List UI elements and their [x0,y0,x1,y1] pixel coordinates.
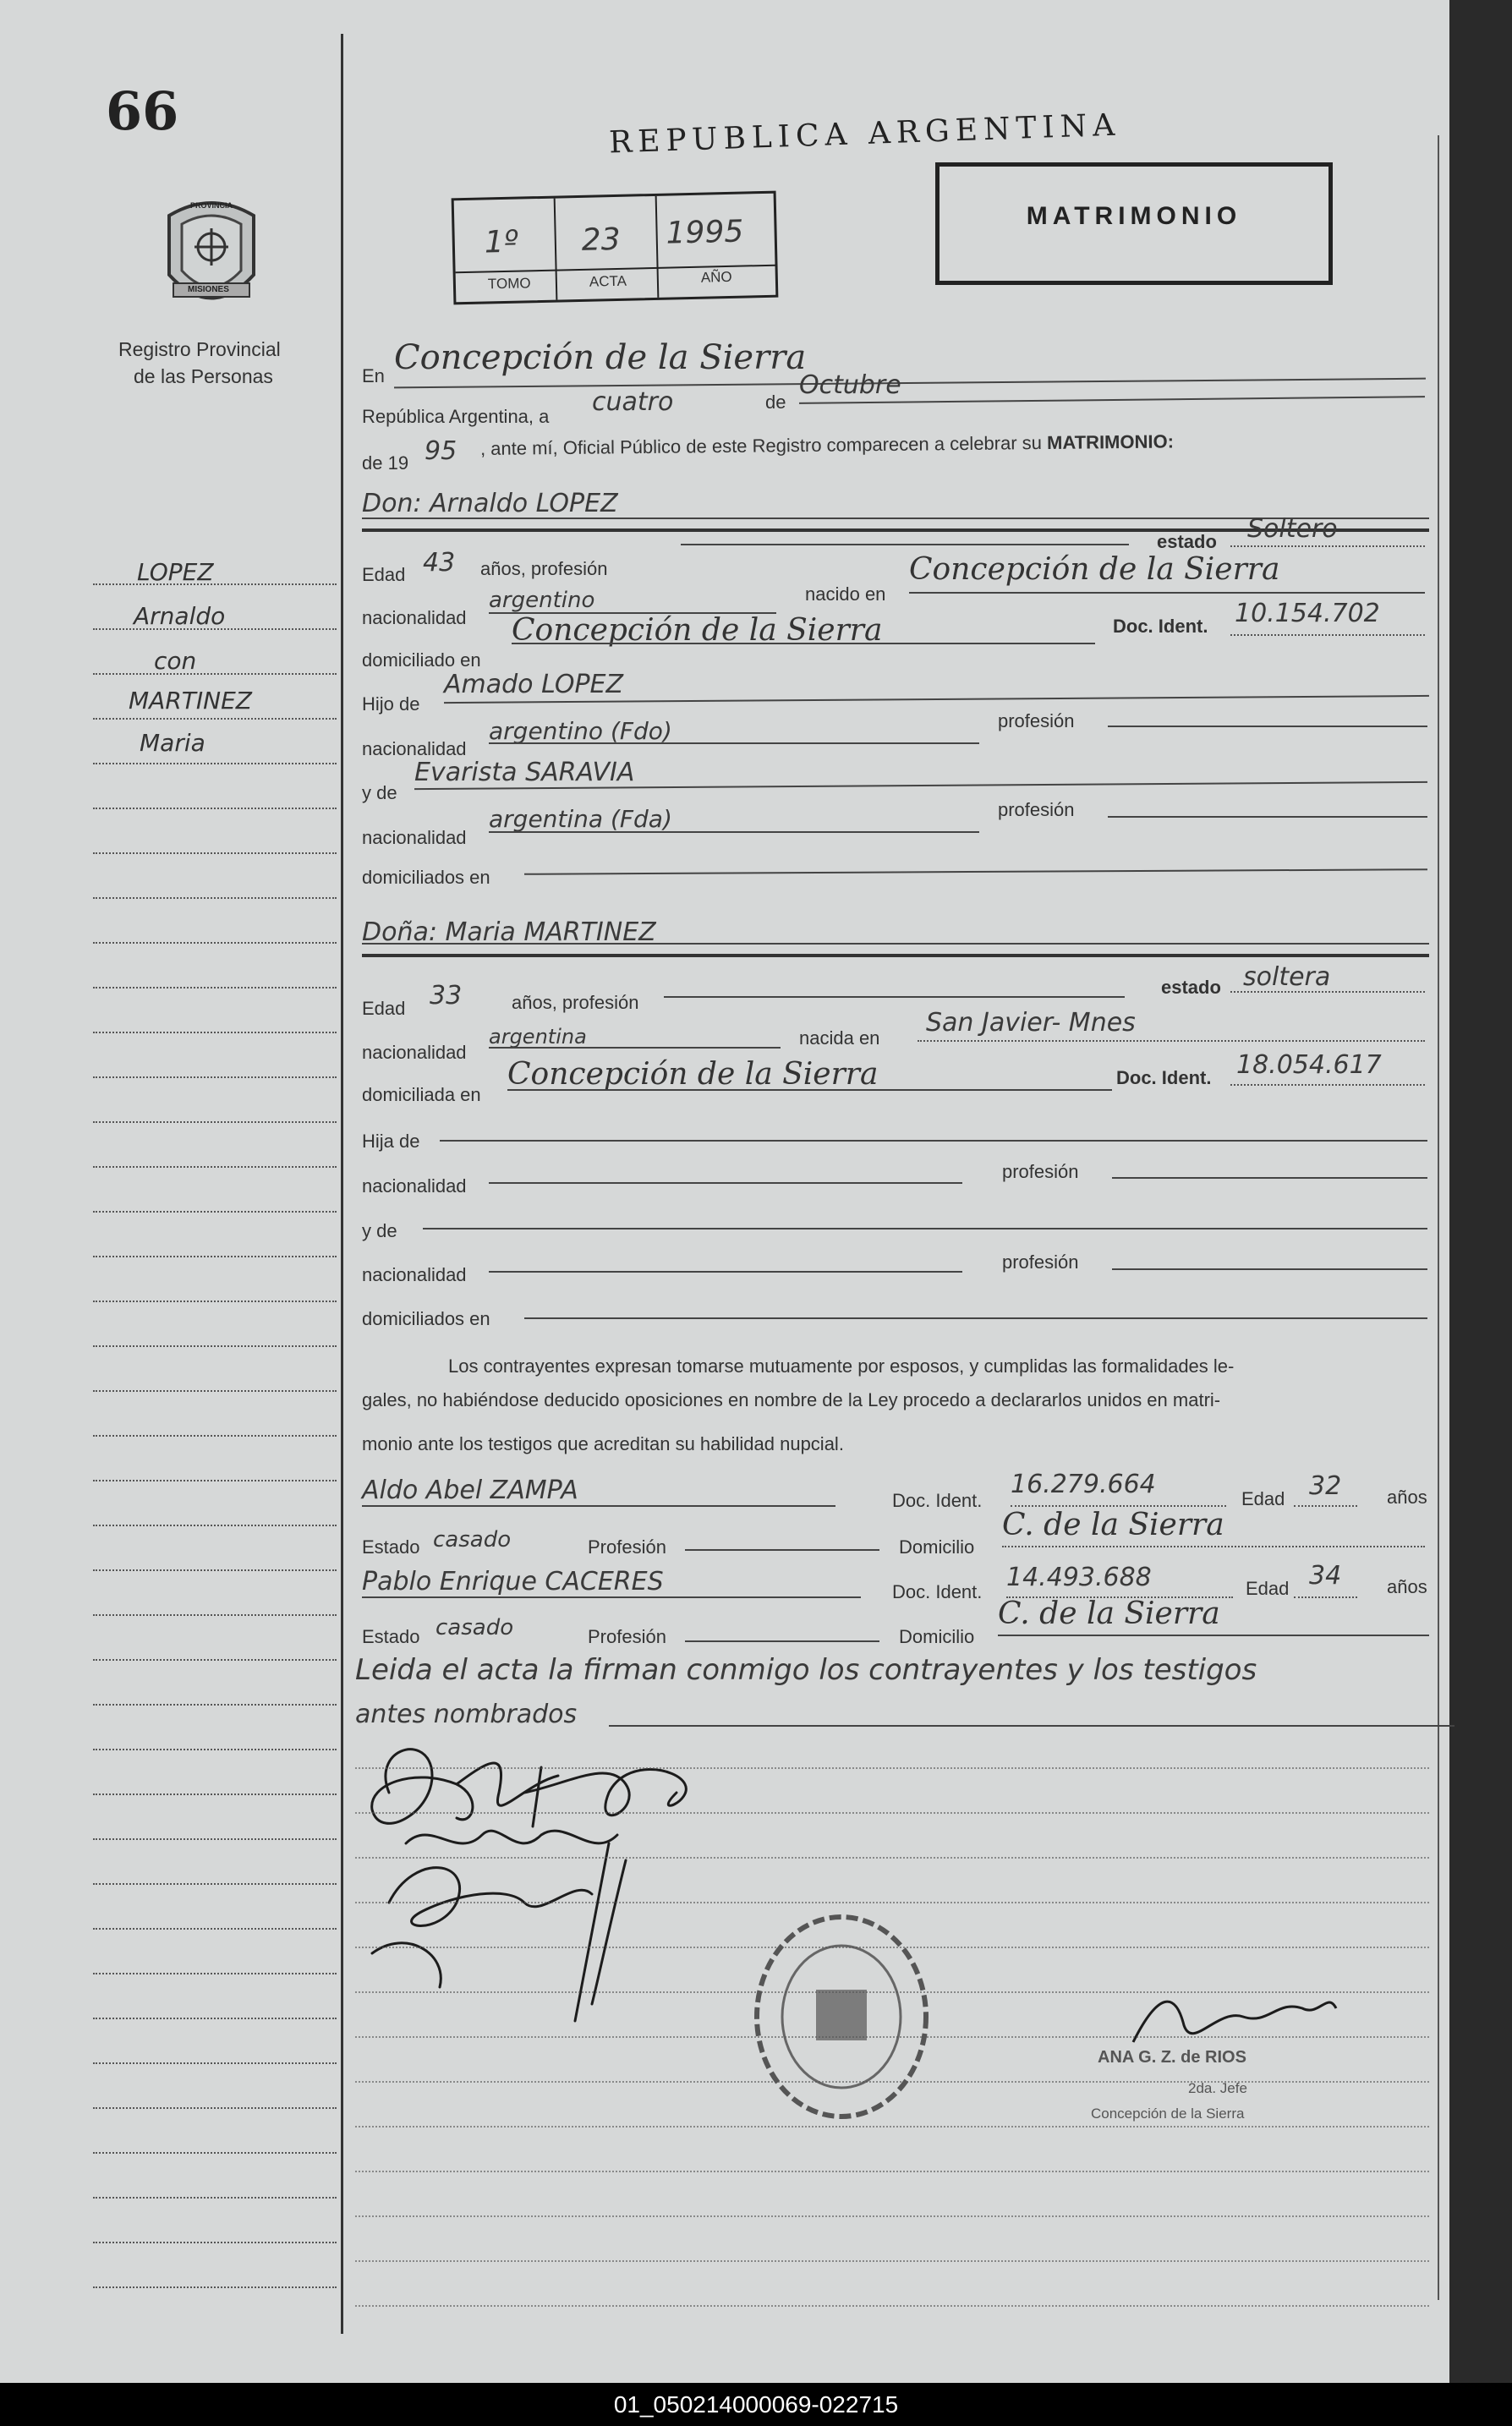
intro-place: Concepción de la Sierra [394,338,807,377]
margin-rule [93,942,337,944]
margin-rule [93,1928,337,1930]
bride-name: Doña: Maria MARTINEZ [362,917,656,947]
margin-rule [93,2286,337,2288]
bride-domiciliados-label: domiciliados en [362,1308,490,1329]
certificate-type-box [935,162,1333,285]
country-title: REPUBLICA ARGENTINA [608,107,1121,161]
groom-nacionalidad: argentino [489,588,595,613]
ano-value: 1995 [666,214,744,251]
official-stamp-line2: 2da. Jefe [1188,2080,1247,2096]
groom-father-nac-label: nacionalidad [362,738,467,759]
margin-rule [93,763,337,764]
witness1-domicilio: C. de la Sierra [1002,1508,1224,1542]
margin-rule [93,1121,337,1123]
record-box [452,191,779,305]
witness2-edad: 34 [1309,1561,1342,1591]
ano-label: AÑO [700,268,732,286]
bride-yde-label: y de [362,1220,397,1241]
witness2-estado: casado [436,1615,514,1640]
lower-rule [355,1991,1429,1993]
margin-rule [93,1032,337,1033]
declaration-line1: Los contrayentes expresan tomarse mutuamente por esposos, y cumplidas las formalidades le- [448,1355,1235,1377]
bride-estado: soltera [1243,962,1331,992]
groom-estado: Soltero [1247,514,1338,544]
witness1-anos-label: años [1387,1487,1427,1508]
closing-line1: Leida el acta la firman conmigo los contrayentes y los testigos [355,1653,1257,1687]
witness1-prof-label: Profesión [588,1536,666,1558]
year-suffix: 95 [425,436,457,466]
lower-rule [355,2215,1429,2217]
bride-estado-label: estado [1161,977,1221,998]
groom-anos-prof-label: años, profesión [480,558,608,579]
republic-label: República Argentina, a [362,406,550,427]
hija-label: Hija de [362,1131,420,1152]
groom-domiciliados-label: domiciliados en [362,867,490,888]
lower-rule [355,2171,1429,2172]
page-right-rule [1438,135,1439,2300]
margin-rule [93,1749,337,1750]
margin-rule [93,1256,337,1257]
bride-domicilio: Concepción de la Sierra [507,1057,879,1092]
registry-name-line2: de las Personas [134,365,273,387]
provincial-seal-icon [156,194,266,321]
witness2-doc-label: Doc. Ident. [892,1581,983,1602]
witness2-domicilio: C. de la Sierra [998,1596,1220,1631]
margin-rule [93,1211,337,1213]
margin-rule [93,2152,337,2154]
groom-father-prof-label: profesión [998,710,1075,731]
groom-doc-label: Doc. Ident. [1113,616,1208,637]
groom-domicilio: Concepción de la Sierra [512,613,883,648]
intro-day: cuatro [592,387,674,417]
seal-text-top: PROVINCIA [190,201,233,210]
witness2-prof-label: Profesión [588,1626,666,1647]
margin-rule [93,2018,337,2019]
witness1-name: Aldo Abel ZAMPA [362,1476,578,1505]
declaration-line3: monio ante los testigos que acreditan su habilidad nupcial. [362,1433,844,1454]
margin-rule [93,628,337,630]
official-stamp-line3: Concepción de la Sierra [1091,2106,1245,2122]
lower-rule [355,2260,1429,2262]
en-label: En [362,365,385,386]
groom-mother-prof-label: profesión [998,799,1075,820]
margin-rule [93,1435,337,1437]
margin-note-line3: con [154,647,197,675]
witness2-anos-label: años [1387,1576,1427,1597]
margin-rule [93,1390,337,1392]
lower-rule [355,1902,1429,1903]
witness1-estado: casado [433,1527,512,1553]
lower-rule [355,1767,1429,1769]
margin-rule [93,1480,337,1481]
witness1-estado-label: Estado [362,1536,420,1558]
lower-rule [355,2126,1429,2128]
margin-rule [93,1973,337,1974]
groom-dom-label: domiciliado en [362,649,481,671]
intro-month: Octubre [799,370,901,400]
groom-name: Don: Arnaldo LOPEZ [362,489,618,518]
groom-yde-label: y de [362,782,397,803]
witness2-edad-label: Edad [1246,1578,1290,1599]
groom-edad-label: Edad [362,564,406,585]
margin-note-line5: Maria [140,729,205,757]
groom-father: Amado LOPEZ [444,670,624,699]
intro-statement-bold: MATRIMONIO: [1046,430,1175,453]
witness1-doc-label: Doc. Ident. [892,1490,983,1511]
groom-nacido: Concepción de la Sierra [909,552,1280,587]
year-prefix: de 19 [362,452,409,474]
acta-value: 23 [581,222,622,258]
lower-rule [355,2305,1429,2307]
bride-doc-label: Doc. Ident. [1116,1067,1212,1088]
margin-rule [93,1301,337,1302]
witness1-edad: 32 [1309,1471,1342,1501]
closing-line2: antes nombrados [355,1700,578,1729]
margin-rule [93,1166,337,1168]
margin-note-line1: LOPEZ [137,558,214,586]
bride-nac3-label: nacionalidad [362,1264,467,1285]
witness2-name: Pablo Enrique CACERES [362,1567,664,1596]
lower-rule [355,1812,1429,1814]
margin-rule [93,673,337,675]
bride-nacida: San Javier- Mnes [926,1008,1136,1038]
witness2-dom-label: Domicilio [899,1626,975,1647]
bride-nacida-label: nacida en [799,1027,880,1049]
groom-estado-label: estado [1157,531,1217,552]
margin-rule [93,1569,337,1571]
registry-round-stamp-icon [744,1907,939,2127]
registry-name-line1: Registro Provincial [118,338,281,360]
lower-rule [355,1947,1429,1948]
tomo-label: TOMO [487,275,531,293]
margin-rule [93,1076,337,1078]
groom-edad: 43 [423,548,456,578]
lower-rule [355,1857,1429,1859]
margin-rule [93,2107,337,2109]
bride-doc: 18.054.617 [1236,1050,1382,1080]
bride-nac-label: nacionalidad [362,1042,467,1063]
margin-rule [93,1659,337,1661]
page-number: 66 [106,80,179,142]
certificate-type: MATRIMONIO [1026,202,1242,230]
margin-divider [341,34,343,2334]
groom-doc: 10.154.702 [1235,599,1380,628]
margin-note-line4: MARTINEZ [129,687,252,715]
margin-rule [93,852,337,854]
margin-rule [93,1614,337,1616]
bride-anos-prof-label: años, profesión [512,992,639,1013]
bride-nacionalidad: argentina [489,1025,587,1049]
margin-rule [93,1345,337,1347]
groom-father-nac: argentino (Fdo) [489,717,672,745]
official-stamp-line1: ANA G. Z. de RIOS [1098,2048,1246,2067]
witness2-estado-label: Estado [362,1626,420,1647]
margin-rule [93,808,337,809]
groom-mother-nac-label: nacionalidad [362,827,467,848]
margin-rule [93,2197,337,2199]
tomo-value: 1º [484,224,519,260]
witness1-doc: 16.279.664 [1011,1470,1156,1499]
seal-text-bottom: MISIONES [188,285,229,294]
footer-id: 01_050214000069-022715 [613,2391,899,2418]
witness1-edad-label: Edad [1241,1488,1285,1509]
acta-label: ACTA [589,272,627,290]
margin-note-line2: Arnaldo [134,602,226,630]
bride-edad-label: Edad [362,998,406,1019]
margin-rule [93,2242,337,2243]
bride-dom-label: domiciliada en [362,1084,481,1105]
margin-rule [93,1793,337,1795]
margin-rule [93,1883,337,1885]
intro-statement-text: , ante mí, Oficial Público de este Registro comparecen a celebrar su [479,432,1043,459]
margin-rule [93,1525,337,1526]
groom-nacido-label: nacido en [805,583,886,605]
margin-rule [93,718,337,720]
groom-mother-nac: argentina (Fda) [489,805,672,833]
groom-nac-label: nacionalidad [362,607,467,628]
intro-de-label: de [765,392,786,413]
margin-rule [93,583,337,585]
bride-nac2-label: nacionalidad [362,1175,467,1197]
margin-rule [93,897,337,899]
bride-prof1-label: profesión [1002,1161,1079,1182]
margin-rule [93,987,337,988]
margin-rule [93,1704,337,1706]
declaration-line2: gales, no habiéndose deducido oposiciones en nombre de la Ley procedo a declararlos unidos en matri- [362,1389,1221,1410]
bride-prof2-label: profesión [1002,1251,1079,1273]
margin-rule [93,1838,337,1840]
hijo-label: Hijo de [362,693,420,715]
groom-mother: Evarista SARAVIA [414,758,635,787]
witness1-dom-label: Domicilio [899,1536,975,1558]
bride-edad: 33 [430,981,463,1010]
witness2-doc: 14.493.688 [1006,1563,1152,1592]
margin-rule [93,2062,337,2064]
lower-rule [355,2081,1429,2083]
lower-rule [355,2036,1429,2038]
